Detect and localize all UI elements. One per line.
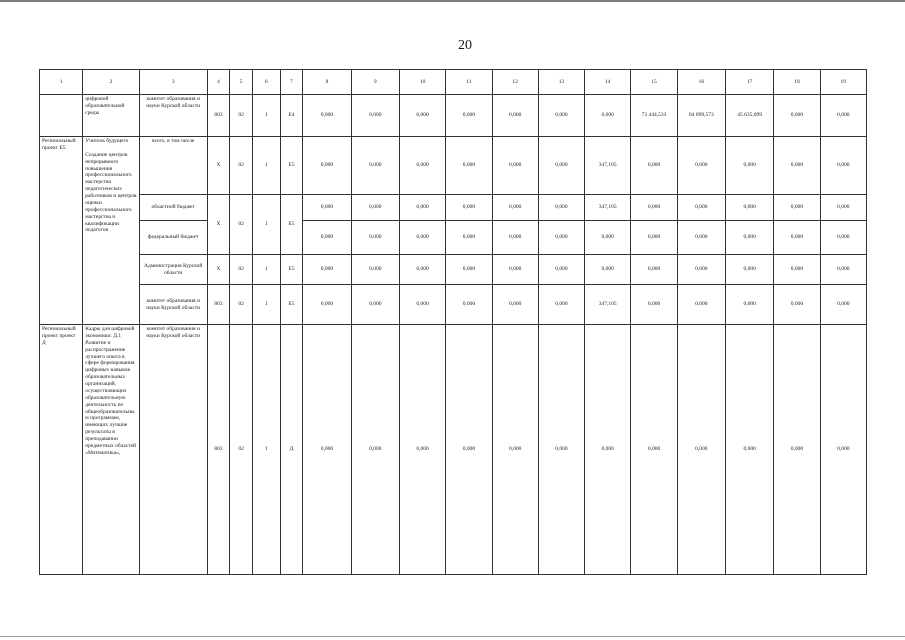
value-cell: 0,000 (677, 285, 725, 325)
value-cell: 0,000 (820, 285, 866, 325)
code-cell: E5 (280, 137, 303, 195)
value-cell: 0,000 (774, 195, 820, 221)
value-cell: 0,000 (399, 195, 445, 221)
value-cell: 0,000 (585, 221, 631, 255)
value-cell: 0,000 (303, 195, 351, 221)
value-cell: 0,000 (399, 255, 445, 285)
executor-cell: областной бюджет (139, 195, 207, 221)
code-cell: 02 (230, 95, 253, 137)
value-cell: 0,000 (631, 285, 677, 325)
table-row (40, 195, 867, 221)
value-cell: 0,000 (446, 255, 492, 285)
value-cell: 0,000 (492, 95, 538, 137)
value-cell: 0,000 (774, 221, 820, 255)
value-cell: 0,000 (725, 255, 773, 285)
value-cell: 0,000 (446, 325, 492, 575)
value-cell: 347,105 (585, 137, 631, 195)
value-cell: 0,000 (820, 221, 866, 255)
code-cell: 1 (252, 285, 280, 325)
value-cell: 0,000 (677, 325, 725, 575)
value-cell: 0,000 (538, 195, 584, 221)
value-cell: 0,000 (725, 325, 773, 575)
code-cell: E5 (280, 285, 303, 325)
program-cell (40, 95, 83, 137)
value-cell: 0,000 (446, 137, 492, 195)
value-cell: 0,000 (303, 221, 351, 255)
code-cell: 1 (252, 255, 280, 285)
value-cell: 0,000 (538, 285, 584, 325)
value-cell: 84 899,573 (677, 95, 725, 137)
code-cell: 1 (252, 137, 280, 195)
header-cell: 2 (83, 70, 140, 95)
table-row (40, 285, 867, 325)
value-cell: 0,000 (492, 195, 538, 221)
header-cell: 3 (139, 70, 207, 95)
value-cell: 0,000 (585, 255, 631, 285)
table-row (40, 137, 867, 195)
value-cell: 0,000 (820, 137, 866, 195)
project-cell: Региональный проект проект Д (40, 325, 83, 575)
value-cell: 0,000 (303, 255, 351, 285)
value-cell: 0,000 (774, 95, 820, 137)
value-cell: 0,000 (351, 95, 399, 137)
value-cell: 0,000 (725, 195, 773, 221)
header-cell: 7 (280, 70, 303, 95)
code-cell: 1 (252, 195, 280, 255)
code-cell: 02 (230, 137, 253, 195)
value-cell: 0,000 (538, 221, 584, 255)
code-cell: 02 (230, 255, 253, 285)
header-cell: 16 (677, 70, 725, 95)
value-cell: 0,000 (303, 325, 351, 575)
value-cell: 0,000 (351, 325, 399, 575)
header-cell: 4 (207, 70, 230, 95)
code-cell: 803 (207, 285, 230, 325)
executor-cell: федеральный бюджет (139, 221, 207, 255)
value-cell: 0,000 (399, 285, 445, 325)
executor-cell: всего, в том числе (139, 137, 207, 195)
value-cell: 0,000 (677, 255, 725, 285)
header-cell: 11 (446, 70, 492, 95)
value-cell: 0,000 (351, 195, 399, 221)
header-cell: 10 (399, 70, 445, 95)
value-cell: 0,000 (351, 255, 399, 285)
executor-cell: комитет образования и науки Курской области (139, 325, 207, 575)
budget-table (39, 69, 867, 575)
header-cell: 5 (230, 70, 253, 95)
code-cell: X (207, 137, 230, 195)
value-cell: 0,000 (446, 285, 492, 325)
value-cell: 0,000 (725, 137, 773, 195)
value-cell: 0,000 (820, 255, 866, 285)
code-cell: E5 (280, 195, 303, 255)
event-name-cell: Кадры для цифровой экономики: Д.1 Развитие и распространение лучшего опыта в сфере формирования цифровых навыков образовательных организаций, осуществляющих образовательную деятельность по общеобразовательным программам, имеющих лучшие результаты в преподавании предметных областей «Математика», (83, 325, 140, 575)
header-row (40, 70, 867, 95)
header-cell: 9 (351, 70, 399, 95)
value-cell: 0,000 (677, 195, 725, 221)
value-cell: 0,000 (631, 221, 677, 255)
code-cell: E4 (280, 95, 303, 137)
code-cell: 02 (230, 325, 253, 575)
value-cell: 0,000 (631, 137, 677, 195)
value-cell: 0,000 (492, 137, 538, 195)
page-number: 20 (458, 38, 472, 53)
value-cell: 45 635,099 (725, 95, 773, 137)
code-cell: 1 (252, 325, 280, 575)
header-cell: 8 (303, 70, 351, 95)
header-cell: 1 (40, 70, 83, 95)
value-cell: 0,000 (538, 95, 584, 137)
value-cell: 0,000 (446, 221, 492, 255)
header-cell: 17 (725, 70, 773, 95)
value-cell: 0,000 (820, 195, 866, 221)
value-cell: 0,000 (725, 285, 773, 325)
value-cell: 0,000 (774, 137, 820, 195)
code-cell: 803 (207, 95, 230, 137)
scan-edge-bottom (0, 636, 905, 637)
code-cell: Д (280, 325, 303, 575)
value-cell: 0,000 (446, 195, 492, 221)
value-cell: 0,000 (303, 285, 351, 325)
code-cell: 1 (252, 95, 280, 137)
code-cell: X (207, 255, 230, 285)
header-cell: 13 (538, 70, 584, 95)
value-cell: 347,105 (585, 195, 631, 221)
value-cell: 0,000 (446, 95, 492, 137)
value-cell: 0,000 (303, 137, 351, 195)
header-cell: 19 (820, 70, 866, 95)
value-cell: 0,000 (585, 325, 631, 575)
value-cell: 0,000 (399, 221, 445, 255)
value-cell: 0,000 (585, 95, 631, 137)
value-cell: 0,000 (677, 221, 725, 255)
value-cell: 0,000 (774, 255, 820, 285)
value-cell: 0,000 (820, 95, 866, 137)
code-cell: 803 (207, 325, 230, 575)
code-cell: 02 (230, 285, 253, 325)
value-cell: 0,000 (399, 95, 445, 137)
value-cell: 0,000 (774, 325, 820, 575)
value-cell: 0,000 (492, 325, 538, 575)
value-cell: 0,000 (492, 285, 538, 325)
code-cell: X (207, 195, 230, 255)
value-cell: 0,000 (399, 137, 445, 195)
value-cell: 0,000 (631, 195, 677, 221)
value-cell: 0,000 (492, 221, 538, 255)
value-cell: 0,000 (351, 221, 399, 255)
value-cell: 0,000 (351, 137, 399, 195)
value-cell: 0,000 (538, 255, 584, 285)
executor-cell: комитет образования и науки Курской области (139, 95, 207, 137)
event-name-cell: Учитель будущего Создание центров непрерывного повышения профессионального мастерства педагогических работников и центров оценки профессионального мастерства и квалификации педагогов (83, 137, 140, 325)
value-cell: 0,000 (820, 325, 866, 575)
header-cell: 12 (492, 70, 538, 95)
value-cell: 0,000 (399, 325, 445, 575)
header-cell: 6 (252, 70, 280, 95)
value-cell: 0,000 (631, 325, 677, 575)
value-cell: 0,000 (538, 325, 584, 575)
value-cell: 0,000 (774, 285, 820, 325)
code-cell: 02 (230, 195, 253, 255)
value-cell: 73 444,533 (631, 95, 677, 137)
scan-edge-top (0, 0, 905, 2)
executor-cell: Администрация Курской области (139, 255, 207, 285)
value-cell: 0,000 (725, 221, 773, 255)
header-cell: 15 (631, 70, 677, 95)
table-row (40, 325, 867, 575)
executor-cell: комитет образования и науки Курской области (139, 285, 207, 325)
value-cell: 347,105 (585, 285, 631, 325)
value-cell: 0,000 (631, 255, 677, 285)
table-row (40, 221, 867, 255)
value-cell: 0,000 (538, 137, 584, 195)
table-row (40, 95, 867, 137)
table-row (40, 255, 867, 285)
project-cell: Региональный проект E5 (40, 137, 83, 325)
value-cell: 0,000 (677, 137, 725, 195)
header-cell: 14 (585, 70, 631, 95)
value-cell: 0,000 (492, 255, 538, 285)
value-cell: 0,000 (351, 285, 399, 325)
header-cell: 18 (774, 70, 820, 95)
value-cell: 0,000 (303, 95, 351, 137)
event-name-cell: цифровой образовательной среды (83, 95, 140, 137)
code-cell: E5 (280, 255, 303, 285)
